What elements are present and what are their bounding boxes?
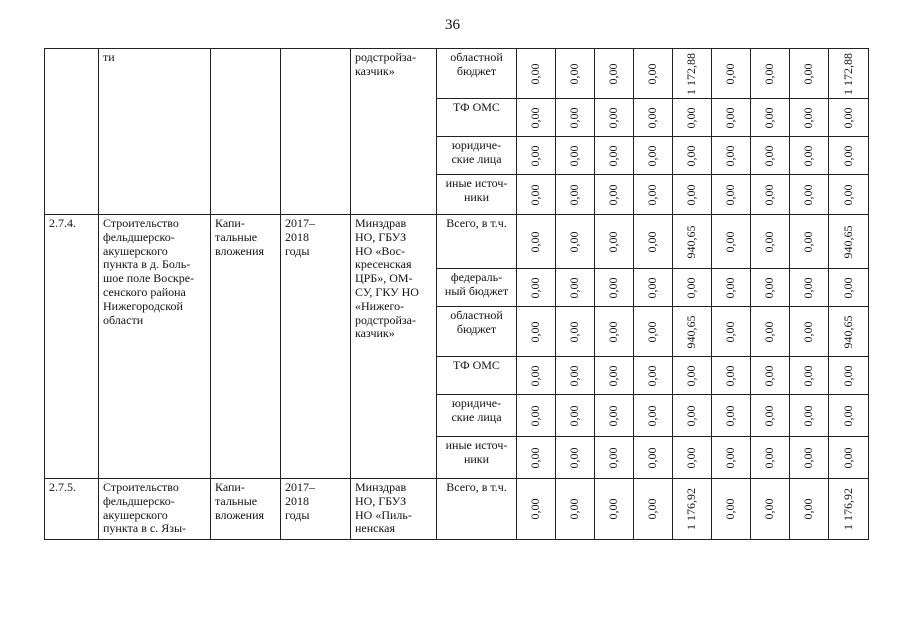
amount-value: 1 172,88	[684, 52, 699, 95]
item-type-cell	[211, 49, 281, 215]
amount-value: 0,00	[801, 447, 816, 468]
amount-total: 0,00	[840, 405, 855, 426]
amount-value: 0,00	[567, 321, 582, 342]
amount-value: 0,00	[606, 405, 621, 426]
amount-value: 0,00	[723, 405, 738, 426]
amount-value: 0,00	[801, 321, 816, 342]
funding-source-cell: областной бюджет	[437, 307, 517, 357]
amount-value: 0,00	[645, 498, 660, 520]
budget-table	[44, 48, 869, 540]
item-type-cell: Капи- тальные вложения	[211, 479, 281, 540]
funding-source-cell: ТФ ОМС	[437, 99, 517, 137]
amount-value: 0,00	[645, 365, 660, 386]
amount-value: 0,00	[801, 107, 816, 128]
table-row	[45, 479, 869, 540]
amount-value: 0,00	[723, 231, 738, 252]
amount-total: 940,65	[840, 315, 855, 348]
amount-value: 0,00	[528, 277, 543, 298]
funding-source-cell: юридиче-ские лица	[437, 137, 517, 175]
amount-value: 0,00	[684, 447, 699, 468]
amount-value: 0,00	[684, 405, 699, 426]
amount-value: 0,00	[801, 365, 816, 386]
amount-value: 0,00	[606, 498, 621, 520]
amount-value: 0,00	[567, 447, 582, 468]
amount-value: 0,00	[528, 107, 543, 128]
amount-value: 0,00	[762, 63, 777, 84]
amount-total: 0,00	[840, 107, 855, 128]
item-name-cell: Строительство фельдшерско- акушерского пункта в д. Боль- шое поле Воскре- сенского района Нижегородской области	[99, 215, 211, 479]
amount-value: 0,00	[684, 145, 699, 166]
amount-value: 0,00	[723, 184, 738, 205]
amount-value: 0,00	[723, 321, 738, 342]
amount-value: 0,00	[645, 184, 660, 205]
amount-value: 0,00	[606, 365, 621, 386]
item-executor-cell: Минздрав НО, ГБУЗ НО «Вос- кресенская ЦРБ», ОМ- СУ, ГКУ НО «Нижего- родстройза- казчик»	[351, 215, 437, 479]
amount-value: 0,00	[528, 447, 543, 468]
amount-value: 0,00	[606, 145, 621, 166]
amount-value: 940,65	[684, 225, 699, 258]
amount-value: 0,00	[723, 63, 738, 84]
item-executor-cell: родстройза- казчик»	[351, 49, 437, 215]
amount-value: 0,00	[645, 63, 660, 84]
item-name-cell: ти	[99, 49, 211, 215]
amount-value: 0,00	[684, 277, 699, 298]
amount-value: 0,00	[762, 321, 777, 342]
amount-value: 0,00	[723, 107, 738, 128]
amount-value: 0,00	[567, 365, 582, 386]
amount-value: 0,00	[762, 107, 777, 128]
amount-value: 0,00	[801, 184, 816, 205]
amount-value: 0,00	[645, 447, 660, 468]
funding-source-cell: юридиче-ские лица	[437, 395, 517, 437]
amount-value: 0,00	[762, 145, 777, 166]
amount-value: 0,00	[762, 447, 777, 468]
table-row	[45, 49, 869, 99]
amount-value: 0,00	[528, 231, 543, 252]
amount-value: 0,00	[645, 107, 660, 128]
amount-value: 0,00	[567, 184, 582, 205]
amount-value: 0,00	[645, 321, 660, 342]
amount-value: 0,00	[684, 107, 699, 128]
item-executor-cell: Минздрав НО, ГБУЗ НО «Пиль- ненская	[351, 479, 437, 540]
amount-value: 0,00	[567, 145, 582, 166]
amount-value: 0,00	[567, 63, 582, 84]
amount-value: 0,00	[801, 277, 816, 298]
amount-value: 0,00	[723, 145, 738, 166]
amount-value: 0,00	[567, 277, 582, 298]
amount-value: 0,00	[762, 365, 777, 386]
amount-value: 0,00	[762, 498, 777, 520]
page-number: 36	[445, 17, 460, 33]
amount-total: 1 176,92	[840, 488, 855, 530]
amount-value: 0,00	[567, 405, 582, 426]
funding-source-cell: Всего, в т.ч.	[437, 479, 517, 540]
amount-value: 0,00	[723, 498, 738, 520]
amount-total: 0,00	[840, 145, 855, 166]
amount-value: 0,00	[606, 277, 621, 298]
amount-value: 0,00	[606, 231, 621, 252]
item-period-cell	[281, 49, 351, 215]
amount-value: 0,00	[684, 365, 699, 386]
item-type-cell: Капи- тальные вложения	[211, 215, 281, 479]
amount-value: 0,00	[723, 365, 738, 386]
amount-value: 0,00	[528, 405, 543, 426]
amount-value: 0,00	[567, 107, 582, 128]
amount-value: 0,00	[606, 321, 621, 342]
amount-value: 0,00	[801, 231, 816, 252]
amount-value: 0,00	[606, 63, 621, 84]
amount-value: 0,00	[762, 231, 777, 252]
amount-value: 0,00	[606, 184, 621, 205]
amount-value: 0,00	[567, 231, 582, 252]
amount-total: 0,00	[840, 365, 855, 386]
funding-source-cell: областной бюджет	[437, 49, 517, 99]
amount-value: 0,00	[723, 447, 738, 468]
funding-source-cell: иные источ-ники	[437, 175, 517, 215]
funding-source-cell: иные источ-ники	[437, 437, 517, 479]
amount-value: 0,00	[645, 277, 660, 298]
amount-value: 0,00	[684, 184, 699, 205]
amount-value: 0,00	[528, 321, 543, 342]
item-period-cell: 2017– 2018 годы	[281, 215, 351, 479]
amount-value: 0,00	[723, 277, 738, 298]
amount-value: 0,00	[567, 498, 582, 520]
amount-value: 0,00	[762, 184, 777, 205]
amount-value: 0,00	[762, 277, 777, 298]
funding-source-cell: Всего, в т.ч.	[437, 215, 517, 269]
item-number-cell: 2.7.5.	[45, 479, 99, 540]
amount-value: 0,00	[645, 231, 660, 252]
item-number-cell	[45, 49, 99, 215]
item-name-cell: Строительство фельдшерско- акушерского пункта в с. Язы-	[99, 479, 211, 540]
table-row	[45, 215, 869, 269]
amount-value: 0,00	[528, 63, 543, 84]
amount-value: 0,00	[606, 447, 621, 468]
amount-total: 0,00	[840, 277, 855, 298]
funding-source-cell: федераль-ный бюджет	[437, 269, 517, 307]
funding-source-cell: ТФ ОМС	[437, 357, 517, 395]
amount-value: 0,00	[606, 107, 621, 128]
amount-value: 0,00	[645, 145, 660, 166]
amount-total: 940,65	[840, 225, 855, 258]
item-number-cell: 2.7.4.	[45, 215, 99, 479]
amount-value: 0,00	[801, 405, 816, 426]
amount-value: 940,65	[684, 315, 699, 348]
amount-value: 0,00	[801, 63, 816, 84]
amount-value: 1 176,92	[684, 488, 699, 530]
amount-value: 0,00	[801, 145, 816, 166]
item-period-cell: 2017– 2018 годы	[281, 479, 351, 540]
amount-value: 0,00	[528, 145, 543, 166]
amount-value: 0,00	[762, 405, 777, 426]
amount-value: 0,00	[528, 498, 543, 520]
amount-value: 0,00	[528, 365, 543, 386]
amount-total: 1 172,88	[840, 52, 855, 95]
amount-value: 0,00	[801, 498, 816, 520]
amount-total: 0,00	[840, 447, 855, 468]
amount-total: 0,00	[840, 184, 855, 205]
amount-value: 0,00	[645, 405, 660, 426]
amount-value: 0,00	[528, 184, 543, 205]
